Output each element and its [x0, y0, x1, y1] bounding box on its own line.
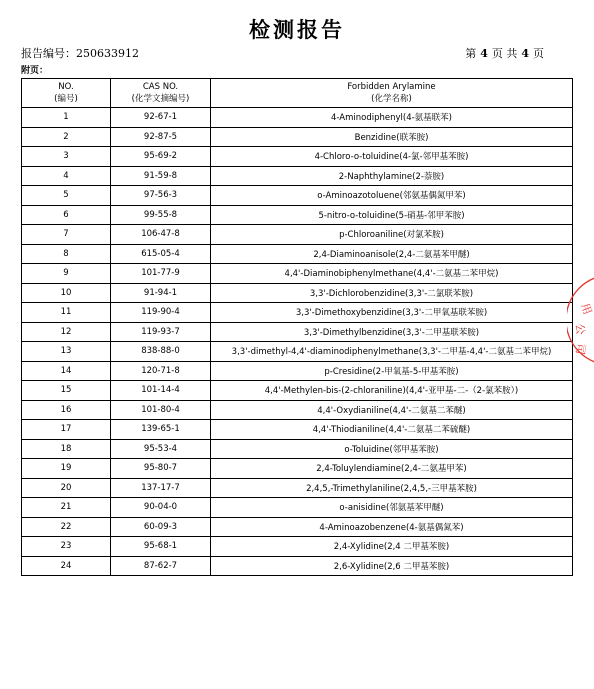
cell-no: 20 [22, 478, 111, 498]
cell-no: 10 [22, 283, 111, 303]
cell-name: 3,3'-dimethyl-4,4'-diaminodiphenylmethane(3,3'-二甲基-4,4'-二氨基二苯甲烷) [211, 342, 573, 362]
cell-cas: 99-55-8 [111, 205, 211, 225]
cell-name: 2-Naphthylamine(2-萘胺) [211, 166, 573, 186]
table-header-row [22, 79, 573, 108]
cell-name: 4,4'-Oxydianiline(4,4'-二氨基二苯醚) [211, 400, 573, 420]
cell-name: 4-Aminoazobenzene(4-氨基偶氮苯) [211, 517, 573, 537]
cell-cas: 120-71-8 [111, 361, 211, 381]
table-row [22, 537, 573, 557]
table-row [22, 342, 573, 362]
cell-name: Benzidine(联苯胺) [211, 127, 573, 147]
cell-name: o-Aminoazotoluene(邻氨基偶氮甲苯) [211, 186, 573, 206]
svg-text:用: 用 [578, 301, 594, 317]
cell-name: 3,3'-Dichlorobenzidine(3,3'-二氯联苯胺) [211, 283, 573, 303]
cell-name: p-Chloroaniline(对氯苯胺) [211, 225, 573, 245]
table-row [22, 556, 573, 576]
page-total: 4 [521, 47, 529, 60]
cell-cas: 101-77-9 [111, 264, 211, 284]
cell-cas: 95-80-7 [111, 459, 211, 479]
report-number-value: 250633912 [76, 47, 139, 60]
cell-no: 22 [22, 517, 111, 537]
cell-cas: 106-47-8 [111, 225, 211, 245]
table-row [22, 400, 573, 420]
page-mid: 页 共 [491, 47, 518, 60]
page-suffix: 页 [533, 47, 544, 60]
cell-no: 24 [22, 556, 111, 576]
appendix-label: 附页： [21, 66, 49, 76]
cell-name: o-Toluidine(邻甲基苯胺) [211, 439, 573, 459]
page-prefix: 第 [465, 47, 477, 60]
cell-cas: 95-53-4 [111, 439, 211, 459]
cell-name: 3,3'-Dimethylbenzidine(3,3'-二甲基联苯胺) [211, 322, 573, 342]
report-title: 检测报告 [249, 17, 345, 42]
table-row [22, 322, 573, 342]
cell-name: 4,4'-Diaminobiphenylmethane(4,4'-二氨基二苯甲烷) [211, 264, 573, 284]
cell-name: 2,6-Xylidine(2,6 二甲基苯胺) [211, 556, 573, 576]
table-row [22, 186, 573, 206]
table-row [22, 303, 573, 323]
cell-name: 2,4-Diaminoanisole(2,4-二氨基苯甲醚) [211, 244, 573, 264]
cell-no: 14 [22, 361, 111, 381]
table-row [22, 420, 573, 440]
cell-no: 13 [22, 342, 111, 362]
cell-no: 1 [22, 108, 111, 128]
cell-cas: 119-90-4 [111, 303, 211, 323]
table-row [22, 517, 573, 537]
cell-cas: 60-09-3 [111, 517, 211, 537]
table-row [22, 283, 573, 303]
seal-graphic [567, 272, 594, 368]
cell-no: 7 [22, 225, 111, 245]
cell-name: 3,3'-Dimethoxybenzidine(3,3'-二甲氧基联苯胺) [211, 303, 573, 323]
cell-no: 8 [22, 244, 111, 264]
cell-no: 12 [22, 322, 111, 342]
cell-cas: 139-65-1 [111, 420, 211, 440]
cell-no: 18 [22, 439, 111, 459]
cell-name: 4,4'-Thiodianiline(4,4'-二氨基二苯硫醚) [211, 420, 573, 440]
cell-no: 23 [22, 537, 111, 557]
cell-cas: 90-04-0 [111, 498, 211, 518]
cell-name: 4-Chloro-o-toluidine(4-氯-邻甲基苯胺) [211, 147, 573, 167]
cell-name: o-anisidine(邻氨基苯甲醚) [211, 498, 573, 518]
cell-cas: 91-59-8 [111, 166, 211, 186]
table-row [22, 439, 573, 459]
cell-cas: 838-88-0 [111, 342, 211, 362]
cell-name: 4-Aminodiphenyl(4-氨基联苯) [211, 108, 573, 128]
cell-cas: 95-69-2 [111, 147, 211, 167]
svg-text:司: 司 [573, 342, 588, 356]
cell-name: 2,4-Xylidine(2,4 二甲基苯胺) [211, 537, 573, 557]
report-number [21, 45, 139, 61]
table-row [22, 361, 573, 381]
cell-name: 2,4-Toluylendiamine(2,4-二氨基甲苯) [211, 459, 573, 479]
cell-no: 9 [22, 264, 111, 284]
cell-cas: 95-68-1 [111, 537, 211, 557]
table-row [22, 205, 573, 225]
cell-cas: 101-14-4 [111, 381, 211, 401]
table-row [22, 244, 573, 264]
table-row [22, 498, 573, 518]
table-row [22, 166, 573, 186]
table-row [22, 127, 573, 147]
cell-cas: 97-56-3 [111, 186, 211, 206]
header-name: Forbidden Arylamine (化学名称) [211, 79, 573, 108]
table-row [22, 264, 573, 284]
table-row [22, 225, 573, 245]
page-current: 4 [480, 47, 488, 60]
svg-text:公: 公 [573, 323, 587, 336]
cell-cas: 615-05-4 [111, 244, 211, 264]
cell-no: 4 [22, 166, 111, 186]
cell-no: 17 [22, 420, 111, 440]
cell-no: 11 [22, 303, 111, 323]
cell-no: 16 [22, 400, 111, 420]
cell-cas: 92-67-1 [111, 108, 211, 128]
table-row [22, 147, 573, 167]
cell-no: 5 [22, 186, 111, 206]
cell-name: 5-nitro-o-toluidine(5-硝基-邻甲苯胺) [211, 205, 573, 225]
cell-no: 15 [22, 381, 111, 401]
arylamine-table [21, 78, 573, 576]
table-row [22, 381, 573, 401]
cell-no: 19 [22, 459, 111, 479]
cell-no: 2 [22, 127, 111, 147]
cell-cas: 101-80-4 [111, 400, 211, 420]
cell-no: 21 [22, 498, 111, 518]
header-no: NO. (编号) [22, 79, 111, 108]
report-number-label: 报告编号： [21, 47, 76, 60]
cell-cas: 137-17-7 [111, 478, 211, 498]
cell-no: 3 [22, 147, 111, 167]
cell-cas: 119-93-7 [111, 322, 211, 342]
table-row [22, 459, 573, 479]
table-row [22, 108, 573, 128]
page-info [465, 45, 544, 61]
cell-no: 6 [22, 205, 111, 225]
header-cas: CAS NO. (化学文摘编号) [111, 79, 211, 108]
cell-name: p-Cresidine(2-甲氧基-5-甲基苯胺) [211, 361, 573, 381]
cell-cas: 91-94-1 [111, 283, 211, 303]
cell-name: 2,4,5,-Trimethylaniline(2,4,5,-三甲基苯胺) [211, 478, 573, 498]
cell-cas: 92-87-5 [111, 127, 211, 147]
table-row [22, 478, 573, 498]
company-seal [567, 272, 594, 368]
cell-cas: 87-62-7 [111, 556, 211, 576]
cell-name: 4,4'-Methylen-bis-(2-chloraniline)(4,4'-亚甲基-二-（2-氯苯胺）) [211, 381, 573, 401]
